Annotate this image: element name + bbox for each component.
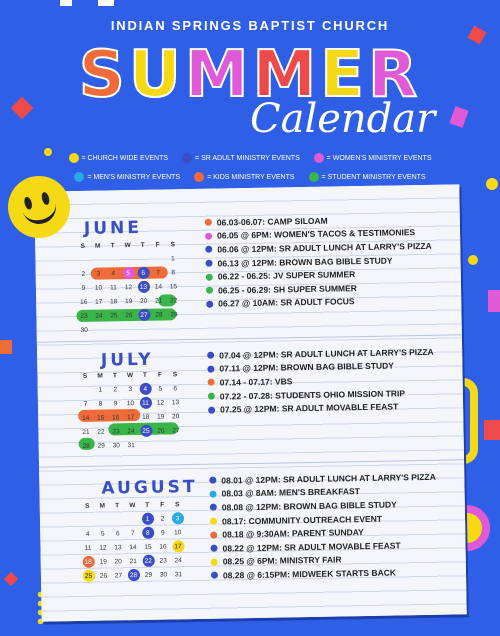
weekday-header: W — [124, 241, 131, 249]
day-cell: 14 — [129, 543, 137, 551]
weekday-header: T — [140, 241, 145, 249]
day-cell: 24 — [127, 427, 135, 435]
day-cell — [81, 514, 93, 526]
day-cell: 7 — [156, 269, 161, 277]
event-dot-icon — [210, 490, 217, 497]
day-cell: 23 — [112, 427, 120, 435]
weekday-header: T — [115, 501, 120, 509]
weekday-header: S — [175, 500, 180, 508]
day-cell: 27 — [172, 426, 180, 434]
day-cell: 14 — [82, 414, 90, 422]
day-cell: 11 — [84, 544, 92, 552]
day-cell: 8 — [171, 268, 176, 276]
weekday-header: W — [126, 371, 134, 379]
day-cell — [96, 513, 108, 525]
day-cell: 2 — [81, 270, 86, 278]
july-events — [207, 345, 435, 417]
legend-label: = CHURCH WIDE EVENTS — [81, 154, 169, 162]
day-cell: 9 — [81, 284, 86, 292]
day-cell: 18 — [82, 556, 94, 568]
day-cell: 26 — [99, 572, 108, 580]
june-grid — [75, 237, 182, 337]
day-cell: 12 — [124, 283, 133, 291]
calendar-subtitle: Calendar — [250, 96, 436, 142]
legend-label: = WOMEN'S MINISTRY EVENTS — [326, 154, 432, 162]
day-cell: 12 — [156, 399, 165, 407]
church-name: INDIAN SPRINGS BAPTIST CHURCH — [110, 18, 390, 33]
day-cell — [152, 252, 164, 264]
event-item — [206, 293, 433, 311]
day-cell — [79, 384, 91, 396]
event-dot-icon — [205, 233, 212, 240]
day-cell: 10 — [174, 528, 182, 536]
legend-dot-icon — [74, 172, 84, 182]
legend-row-2 — [0, 172, 500, 182]
title-letter: M — [252, 38, 321, 112]
weekday-header: T — [142, 371, 148, 379]
legend-item — [69, 153, 169, 163]
day-cell — [77, 254, 89, 266]
event-text: 06.22 - 06.25: JV SUPER SUMMER — [217, 269, 356, 282]
legend-dot-icon — [309, 172, 319, 182]
day-cell: 28 — [82, 442, 90, 450]
event-dot-icon — [211, 558, 218, 565]
title-letter: E — [320, 38, 368, 112]
day-cell: 29 — [170, 310, 178, 318]
event-text: 08.17: COMMUNITY OUTREACH EVENT — [221, 513, 383, 527]
event-text: 08.08 @ 12PM: BROWN BAG BIBLE STUDY — [221, 499, 397, 513]
event-text: 08.25 @ 6PM: MINISTRY FAIR — [222, 554, 342, 567]
event-dot-icon — [207, 366, 214, 373]
day-cell: 18 — [110, 297, 118, 305]
day-cell: 28 — [155, 311, 163, 319]
day-cell: 22 — [97, 428, 105, 436]
august-grid — [80, 497, 186, 583]
day-cell: 4 — [111, 269, 116, 277]
weekday-header: W — [129, 501, 136, 509]
day-cell: 3 — [128, 385, 133, 393]
day-cell — [107, 253, 119, 265]
day-cell — [92, 254, 104, 266]
event-text: 06.13 @ 12PM: BROWN BAG BIBLE STUDY — [217, 255, 393, 269]
event-dot-icon — [207, 352, 214, 359]
day-cell: 4 — [85, 530, 90, 538]
day-cell: 10 — [126, 399, 135, 407]
day-cell: 25 — [82, 570, 94, 582]
legend-label: = STUDENT MINISTRY EVENTS — [321, 173, 426, 181]
divider — [39, 459, 464, 467]
legend-label: = MEN'S MINISTRY EVENTS — [87, 173, 181, 181]
month-title-july: JULY — [100, 349, 154, 371]
day-cell: 31 — [127, 441, 135, 449]
weekday-header: T — [112, 371, 118, 379]
day-cell: 3 — [96, 270, 101, 278]
day-cell: 20 — [172, 412, 180, 420]
calendar-paper — [34, 184, 466, 621]
day-cell: 3 — [171, 512, 183, 524]
month-title-august: AUGUST — [101, 476, 198, 499]
day-cell: 5 — [122, 267, 134, 279]
title-letter: U — [128, 38, 185, 112]
weekday-header: T — [145, 501, 150, 509]
event-dot-icon — [211, 572, 218, 579]
day-cell: 6 — [173, 384, 178, 392]
day-cell: 16 — [80, 298, 88, 306]
event-text: 06.06 @ 12PM: SR ADULT LUNCH AT LARRY'S PIZZA — [217, 240, 432, 255]
day-cell: 17 — [127, 413, 135, 421]
weekday-header: S — [85, 502, 90, 510]
event-text: 06.27 @ 10AM: SR ADULT FOCUS — [218, 296, 355, 309]
event-text: 08.03 @ 8AM: MEN'S BREAKFAST — [221, 486, 360, 499]
weekday-header: F — [157, 371, 163, 379]
event-dot-icon — [205, 260, 212, 267]
day-cell: 17 — [95, 298, 103, 306]
event-dot-icon — [205, 219, 212, 226]
event-text: 07.04 @ 12PM: SR ADULT LUNCH AT LARRY'S PIZZA — [219, 346, 434, 361]
day-cell: 20 — [140, 297, 148, 305]
day-cell: 15 — [97, 414, 105, 422]
weekday-header: S — [82, 372, 88, 380]
day-cell: 6 — [137, 267, 149, 279]
day-cell: 5 — [158, 385, 163, 393]
day-cell — [122, 253, 134, 265]
event-text: 08.22 @ 12PM: SR ADULT MOVABLE FEAST — [222, 540, 401, 554]
legend-item — [74, 172, 180, 182]
weekday-header: T — [110, 241, 115, 249]
event-item — [208, 399, 435, 417]
event-dot-icon — [209, 477, 216, 484]
day-cell: 30 — [159, 570, 168, 579]
day-cell: 26 — [157, 427, 165, 435]
day-cell: 7 — [83, 400, 88, 408]
legend-label: = KIDS MINISTRY EVENTS — [207, 173, 295, 181]
day-cell: 8 — [142, 527, 154, 539]
day-cell: 9 — [113, 399, 118, 407]
event-text: 07.25 @ 12PM: SR ADULT MOVABLE FEAST — [220, 401, 399, 415]
weekday-header: M — [99, 502, 106, 510]
july-grid — [77, 367, 183, 453]
legend-dot-icon — [69, 153, 79, 163]
day-cell: 1 — [98, 386, 103, 394]
day-cell — [111, 513, 123, 525]
weekday-header: S — [172, 370, 178, 378]
day-cell: 5 — [100, 530, 105, 538]
event-text: 08.28 @ 6:15PM: MIDWEEK STARTS BACK — [222, 567, 397, 581]
day-cell: 21 — [155, 297, 163, 305]
weekday-header: S — [80, 242, 85, 250]
event-text: 06.05 @ 6PM: WOMEN'S TACOS & TESTIMONIES — [216, 227, 416, 241]
day-cell: 11 — [139, 397, 151, 409]
event-dot-icon — [208, 406, 215, 413]
day-cell: 25 — [110, 311, 118, 319]
event-dot-icon — [210, 531, 217, 538]
event-text: 07.14 - 07.17: VBS — [219, 376, 293, 388]
day-cell: 27 — [114, 571, 123, 579]
day-cell — [137, 253, 149, 265]
day-cell: 15 — [144, 543, 152, 551]
event-item — [211, 565, 438, 583]
day-cell: 13 — [114, 543, 122, 551]
event-text: 06.25 - 06.29: SH SUPER SUMMER — [217, 282, 357, 296]
legend-item — [309, 172, 426, 182]
day-cell: 22 — [142, 555, 154, 567]
day-cell: 1 — [141, 513, 153, 525]
event-text: 07.11 @ 12PM: BROWN BAG BIBLE STUDY — [219, 360, 395, 374]
event-dot-icon — [206, 273, 213, 280]
day-cell: 29 — [144, 571, 153, 579]
day-cell: 2 — [160, 515, 165, 523]
day-cell: 17 — [172, 540, 184, 552]
day-cell: 21 — [129, 557, 137, 565]
event-text: 07.22 - 07.28: STUDENTS OHIO MISSION TRIP — [219, 387, 406, 402]
title-letter: S — [78, 38, 129, 112]
day-cell — [126, 513, 138, 525]
legend-row-1 — [0, 153, 500, 163]
day-cell: 29 — [97, 442, 105, 450]
event-dot-icon — [208, 379, 215, 386]
day-cell: 13 — [171, 398, 180, 406]
weekday-header: S — [170, 240, 175, 248]
day-cell: 10 — [94, 284, 103, 292]
weekday-header: M — [97, 372, 103, 380]
day-cell: 7 — [130, 529, 135, 537]
title-letter: R — [367, 38, 422, 112]
legend-label: = SR ADULT MINISTRY EVENTS — [195, 154, 300, 162]
day-cell: 19 — [157, 413, 165, 421]
day-cell: 30 — [112, 441, 120, 449]
legend-item — [182, 153, 300, 163]
day-cell: 18 — [142, 413, 150, 421]
day-cell: 12 — [99, 544, 107, 552]
title-letter: M — [184, 38, 253, 112]
event-dot-icon — [205, 246, 212, 253]
legend-dot-icon — [194, 172, 204, 182]
day-cell: 14 — [154, 283, 163, 291]
day-cell: 19 — [125, 297, 133, 305]
weekday-header: F — [160, 501, 165, 509]
event-dot-icon — [210, 545, 217, 552]
weekday-header: M — [94, 242, 101, 250]
day-cell: 2 — [113, 385, 118, 393]
event-dot-icon — [206, 300, 213, 307]
legend-item — [314, 153, 432, 163]
day-cell: 24 — [95, 312, 103, 320]
event-text: 08.18 @ 9:30AM: PARENT SUNDAY — [222, 527, 364, 540]
event-dot-icon — [206, 287, 213, 294]
day-cell: 4 — [139, 383, 151, 395]
june-events — [205, 212, 433, 311]
event-dot-icon — [208, 393, 215, 400]
day-cell: 16 — [112, 413, 120, 421]
day-cell: 30 — [80, 326, 88, 334]
day-cell: 15 — [169, 282, 178, 290]
day-cell: 19 — [99, 558, 107, 566]
day-cell: 23 — [159, 556, 167, 565]
day-cell: 23 — [80, 312, 88, 320]
day-cell: 31 — [174, 570, 183, 578]
event-dot-icon — [210, 518, 217, 525]
month-title-june: JUNE — [83, 217, 143, 239]
day-cell: 25 — [140, 425, 152, 437]
day-cell: 11 — [110, 283, 117, 291]
day-cell: 22 — [170, 296, 178, 304]
weekday-header: F — [155, 241, 160, 249]
day-cell: 13 — [137, 281, 149, 293]
day-cell: 21 — [82, 428, 90, 436]
legend-dot-icon — [314, 153, 324, 163]
legend-item — [194, 172, 294, 182]
day-cell: 27 — [138, 309, 150, 321]
day-cell: 20 — [114, 557, 122, 565]
day-cell: 28 — [127, 569, 139, 581]
event-text: 08.01 @ 12PM: SR ADULT LUNCH AT LARRY'S PIZZA — [221, 471, 436, 486]
legend-dot-icon — [182, 153, 192, 163]
day-cell: 16 — [159, 542, 167, 551]
day-cell: 1 — [171, 254, 175, 262]
event-text: 06.03-06.07: CAMP SILOAM — [216, 215, 328, 228]
day-cell: 8 — [98, 400, 103, 408]
day-cell: 9 — [160, 529, 165, 537]
day-cell: 6 — [115, 529, 120, 537]
day-cell: 24 — [174, 556, 182, 564]
event-dot-icon — [210, 504, 217, 511]
day-cell: 26 — [125, 311, 133, 319]
august-events — [209, 470, 437, 583]
